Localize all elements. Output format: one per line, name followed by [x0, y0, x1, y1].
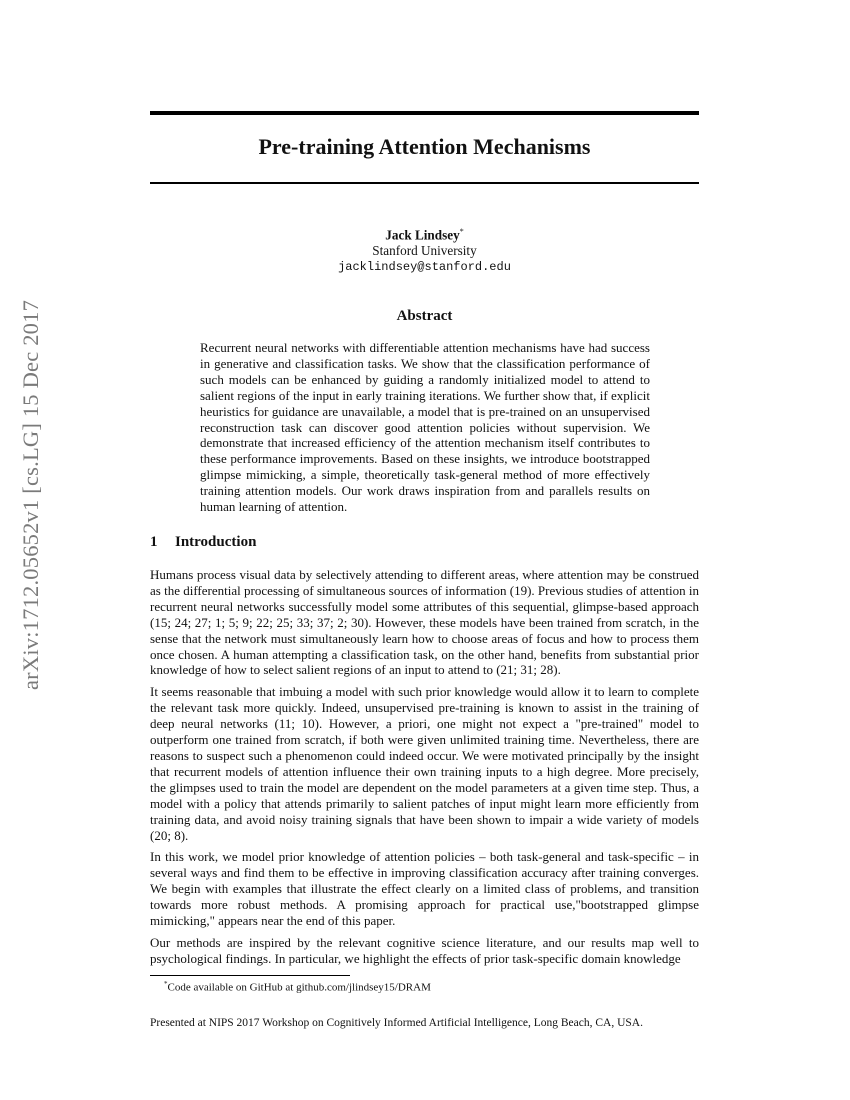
venue-note: Presented at NIPS 2017 Workshop on Cognitively Informed Artificial Intelligence, Long Beach, CA, USA.: [150, 1017, 643, 1029]
paragraph: It seems reasonable that imbuing a model with such prior knowledge would allow it to learn to complete the relevant task more quickly. Indeed, unsupervised pre-training is known to assist in the training of deep neural networks (11; 10). However, a priori, one might not expect a "pre-trained" model to outperform one trained from scratch, if both were given unlimited training time. Nevertheless, there are reasons to suspect such a phenomenon could indeed occur. We were motivated principally by the insight that recurrent models of attention influence their own training inputs to a high degree. More precisely, the glimpses used to train the model are dependent on the model parameters at a given time step. Thus, a model with a policy that attends primarily to salient patches of input might learn more efficiently from training data, and avoid noisy training signals that have been shown to impair a wide variety of models (20; 8).: [150, 684, 699, 843]
arxiv-identifier-stamp: arXiv:1712.05652v1 [cs.LG] 15 Dec 2017: [18, 299, 43, 690]
paragraph: Our methods are inspired by the relevant cognitive science literature, and our results map well to psychological findings. In particular, we highlight the effects of prior task-specific domain knowledge: [150, 934, 699, 966]
author-block: [150, 224, 699, 275]
author-affiliation: Stanford University: [372, 243, 477, 259]
footnote-mark: *: [164, 980, 168, 988]
footnote-rule: [150, 975, 350, 976]
section-heading: [150, 534, 256, 551]
introduction-body: [150, 567, 699, 973]
section-title: Introduction: [175, 534, 257, 550]
paragraph: Humans process visual data by selectively attending to different areas, where attention may be construed as the differential processing of simultaneous sources of information (19). Previous studies of attention in recurrent neural networks successfully model some attributes of this sequential, glimpse-based approach (15; 24; 27; 1; 5; 9; 22; 25; 33; 37; 2; 30). However, these models have been trained from scratch, in the sense that the network must simultaneously learn how to choose areas of focus and how to process them once chosen. A human attempting a classification task, on the other hand, benefits from substantial prior knowledge of how to select salient regions of an input to attend to (21; 31; 28).: [150, 567, 699, 678]
title-top-rule: [150, 111, 699, 115]
paper-title: Pre-training Attention Mechanisms: [258, 134, 591, 159]
abstract-body: Recurrent neural networks with differentiable attention mechanisms have had success in generative and classification tasks. We show that the classification performance of such models can be enhanced by guiding a randomly initialized model to attend to salient regions of the input in early training iterations. We further show that, if explicit heuristics for guidance are unavailable, a model that is pre-trained on an unsupervised reconstruction task can discover good attention policies without supervision. We demonstrate that increased efficiency of the attention mechanism itself contributes to these performance improvements. Based on these insights, we introduce bootstrapped glimpse mimicking, a simple, theoretically task-general method of more effectively training attention models. Our work draws inspiration from and parallels results on human learning of attention.: [200, 340, 650, 515]
paragraph: In this work, we model prior knowledge of attention policies – both task-general and task-specific – in several ways and find them to be effective in improving classification accuracy after training converges. We begin with examples that illustrate the effect clearly on a limited class of problems, and transition towards more robust methods. A promising approach for practical use,"bootstrapped glimpse mimicking," appears near the end of this paper.: [150, 849, 699, 929]
author-footnote-mark: *: [459, 227, 464, 236]
author-name: Jack Lindsey*: [385, 227, 464, 243]
section-number: 1: [150, 534, 158, 550]
footnote-text: Code available on GitHub at github.com/jlindsey15/DRAM: [167, 981, 431, 994]
footnote: [164, 978, 431, 995]
author-email: jacklindsey@stanford.edu: [338, 260, 511, 275]
title-bottom-rule: [150, 182, 699, 184]
abstract-heading: Abstract: [396, 308, 453, 324]
